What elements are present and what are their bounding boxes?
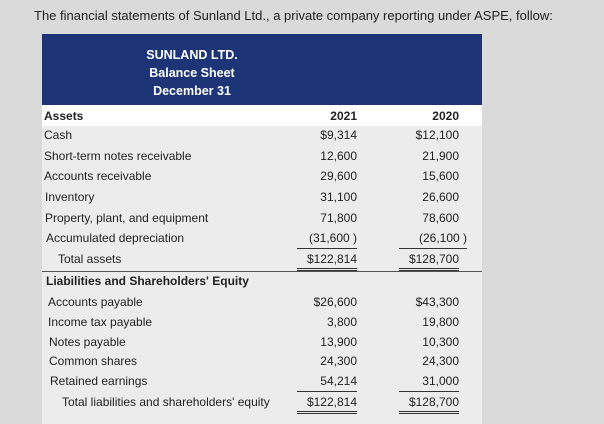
statement-date: December 31 <box>153 84 231 98</box>
value-2020: 19,800 <box>422 315 459 329</box>
value-2021: 31,100 <box>320 190 357 204</box>
row-label: Accounts receivable <box>44 169 152 183</box>
row-label: Retained earnings <box>50 374 148 388</box>
value-2020: 26,600 <box>422 190 459 204</box>
value-2020: (26,100 ) <box>399 231 467 249</box>
intro-text: The financial statements of Sunland Ltd., a private company reporting under ASPE, follow: <box>34 8 553 23</box>
balance-sheet-table <box>42 34 482 424</box>
total-2021: $122,814 <box>297 252 357 271</box>
year-2021-header: 2021 <box>330 109 357 123</box>
value-2021: 71,800 <box>320 211 357 225</box>
value-2020: 24,300 <box>422 354 459 368</box>
value-2020: 10,300 <box>422 335 459 349</box>
total-2020: $128,700 <box>399 395 459 414</box>
value-2020: 15,600 <box>422 169 459 183</box>
total-2021: $122,814 <box>297 395 357 414</box>
value-2021: (31,600 ) <box>297 231 357 249</box>
row-label: Inventory <box>45 190 95 204</box>
value-2021: 3,800 <box>326 315 357 329</box>
statement-title: Balance Sheet <box>149 66 235 80</box>
value-2021: 29,600 <box>320 169 357 183</box>
value-2020: 21,900 <box>422 149 459 163</box>
row-label: Total assets <box>58 252 122 266</box>
statement-header <box>42 34 482 105</box>
row-label: Notes payable <box>49 335 126 349</box>
year-2020-header: 2020 <box>432 109 459 123</box>
company-name: SUNLAND LTD. <box>146 48 238 62</box>
value-2021: 13,900 <box>320 335 357 349</box>
value-2021: $9,314 <box>320 128 357 142</box>
assets-heading: Assets <box>44 109 84 123</box>
row-label: Income tax payable <box>48 315 153 329</box>
row-label: Accumulated depreciation <box>46 231 185 245</box>
value-2021: $26,600 <box>313 295 357 309</box>
row-label: Short-term notes receivable <box>44 149 192 163</box>
row-label: Property, plant, and equipment <box>45 211 209 225</box>
value-2020: 78,600 <box>422 211 459 225</box>
total-2020: $128,700 <box>399 252 459 271</box>
section-divider <box>42 271 482 272</box>
row-label: Total liabilities and shareholders' equity <box>62 395 270 409</box>
value-2020: 31,000 <box>399 374 459 392</box>
value-2021: 24,300 <box>320 354 357 368</box>
liabilities-heading: Liabilities and Shareholders' Equity <box>46 274 249 288</box>
value-2021: 54,214 <box>297 374 357 392</box>
value-2020: $12,100 <box>415 128 459 142</box>
row-label: Cash <box>44 128 73 142</box>
value-2020: $43,300 <box>415 295 459 309</box>
column-header-row <box>42 105 482 126</box>
row-label: Accounts payable <box>48 295 143 309</box>
value-2021: 12,600 <box>320 149 357 163</box>
row-label: Common shares <box>49 354 138 368</box>
